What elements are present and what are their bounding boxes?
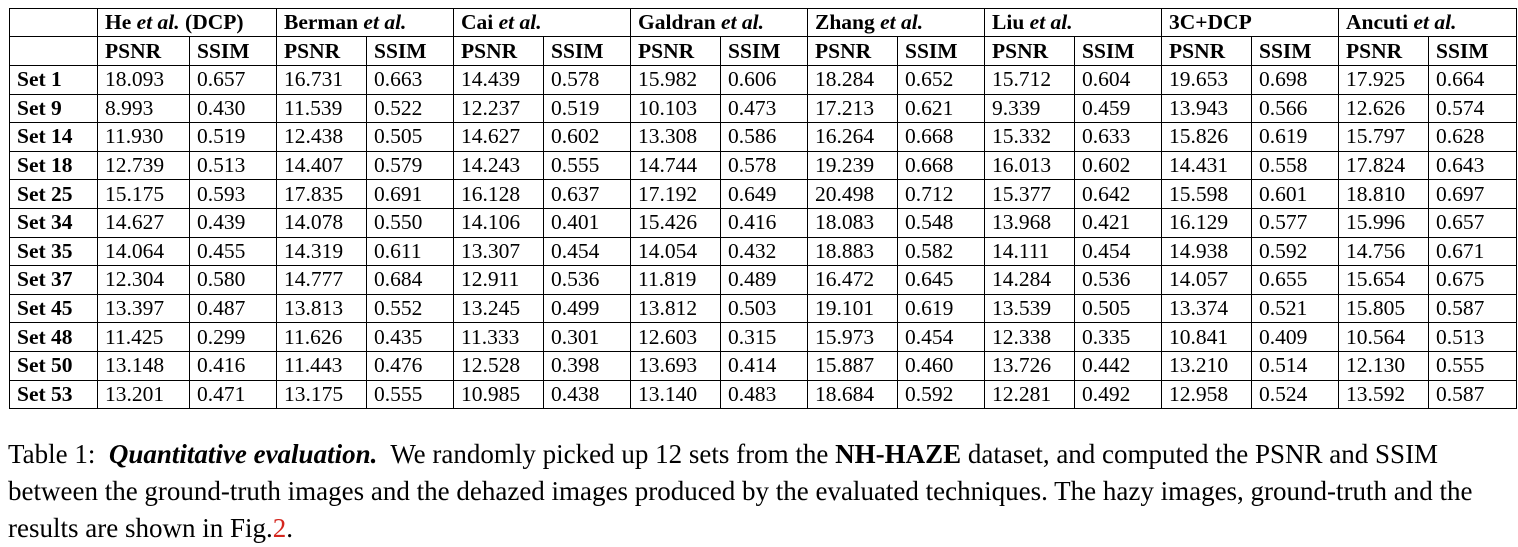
- figure-reference-link[interactable]: 2: [272, 513, 287, 543]
- ssim-cell: 0.566: [1252, 94, 1339, 123]
- psnr-cell: 13.307: [454, 237, 544, 266]
- ssim-cell: 0.606: [721, 66, 808, 95]
- ssim-cell: 0.657: [190, 66, 277, 95]
- corner-cell: [10, 9, 98, 37]
- psnr-cell: 14.284: [985, 266, 1075, 295]
- ssim-cell: 0.514: [1252, 351, 1339, 380]
- ssim-cell: 0.459: [1075, 94, 1162, 123]
- psnr-cell: 10.564: [1339, 323, 1429, 352]
- ssim-cell: 0.579: [367, 151, 454, 180]
- psnr-cell: 13.943: [1162, 94, 1252, 123]
- table-row: [10, 237, 1517, 266]
- metric-header: SSIM: [898, 37, 985, 66]
- caption-text-a: We randomly picked up 12 sets from the: [390, 439, 829, 469]
- set-label: Set 34: [10, 208, 98, 237]
- psnr-cell: 10.985: [454, 380, 544, 409]
- psnr-cell: 15.973: [808, 323, 898, 352]
- metric-header: PSNR: [277, 37, 367, 66]
- psnr-cell: 13.148: [98, 351, 190, 380]
- ssim-cell: 0.454: [544, 237, 631, 266]
- ssim-cell: 0.416: [721, 208, 808, 237]
- psnr-cell: 12.958: [1162, 380, 1252, 409]
- ssim-cell: 0.668: [898, 151, 985, 180]
- psnr-cell: 13.397: [98, 294, 190, 323]
- ssim-cell: 0.301: [544, 323, 631, 352]
- ssim-cell: 0.604: [1075, 66, 1162, 95]
- ssim-cell: 0.592: [1252, 237, 1339, 266]
- psnr-cell: 16.129: [1162, 208, 1252, 237]
- ssim-cell: 0.712: [898, 180, 985, 209]
- psnr-cell: 17.835: [277, 180, 367, 209]
- corner-cell-lower: [10, 37, 98, 66]
- method-header: [808, 9, 985, 37]
- set-label: Set 48: [10, 323, 98, 352]
- ssim-cell: 0.619: [1252, 123, 1339, 152]
- ssim-cell: 0.621: [898, 94, 985, 123]
- ssim-cell: 0.550: [367, 208, 454, 237]
- table-caption: [8, 436, 1514, 547]
- ssim-cell: 0.521: [1252, 294, 1339, 323]
- ssim-cell: 0.335: [1075, 323, 1162, 352]
- psnr-cell: 10.841: [1162, 323, 1252, 352]
- psnr-cell: 13.726: [985, 351, 1075, 380]
- psnr-cell: 12.626: [1339, 94, 1429, 123]
- ssim-cell: 0.577: [1252, 208, 1339, 237]
- ssim-cell: 0.580: [190, 266, 277, 295]
- ssim-cell: 0.578: [544, 66, 631, 95]
- table-row: [10, 151, 1517, 180]
- ssim-cell: 0.602: [1075, 151, 1162, 180]
- psnr-cell: 13.693: [631, 351, 721, 380]
- ssim-cell: 0.524: [1252, 380, 1339, 409]
- method-name: Cai: [461, 10, 494, 34]
- set-label: Set 14: [10, 123, 98, 152]
- method-name: Ancuti: [1346, 10, 1409, 34]
- psnr-cell: 17.824: [1339, 151, 1429, 180]
- results-table-container: [9, 8, 1517, 409]
- psnr-cell: 15.377: [985, 180, 1075, 209]
- metric-header: SSIM: [1429, 37, 1517, 66]
- psnr-cell: 14.938: [1162, 237, 1252, 266]
- method-header: [631, 9, 808, 37]
- psnr-cell: 13.592: [1339, 380, 1429, 409]
- psnr-cell: 15.654: [1339, 266, 1429, 295]
- metric-header: PSNR: [631, 37, 721, 66]
- caption-title: Quantitative evaluation.: [108, 439, 378, 469]
- ssim-cell: 0.435: [367, 323, 454, 352]
- ssim-cell: 0.471: [190, 380, 277, 409]
- table-row: [10, 323, 1517, 352]
- ssim-cell: 0.558: [1252, 151, 1339, 180]
- psnr-cell: 18.284: [808, 66, 898, 95]
- psnr-cell: 16.472: [808, 266, 898, 295]
- table-row: [10, 294, 1517, 323]
- method-etal: et al.: [498, 10, 542, 34]
- psnr-cell: 12.528: [454, 351, 544, 380]
- set-label: Set 35: [10, 237, 98, 266]
- metric-header: PSNR: [985, 37, 1075, 66]
- psnr-cell: 13.813: [277, 294, 367, 323]
- ssim-cell: 0.643: [1429, 151, 1517, 180]
- ssim-cell: 0.409: [1252, 323, 1339, 352]
- psnr-cell: 14.057: [1162, 266, 1252, 295]
- table-row: [10, 66, 1517, 95]
- ssim-cell: 0.401: [544, 208, 631, 237]
- ssim-cell: 0.668: [898, 123, 985, 152]
- psnr-cell: 14.111: [985, 237, 1075, 266]
- psnr-cell: 12.911: [454, 266, 544, 295]
- ssim-cell: 0.657: [1429, 208, 1517, 237]
- psnr-cell: 18.883: [808, 237, 898, 266]
- ssim-cell: 0.555: [544, 151, 631, 180]
- psnr-cell: 12.438: [277, 123, 367, 152]
- ssim-cell: 0.505: [1075, 294, 1162, 323]
- ssim-cell: 0.587: [1429, 294, 1517, 323]
- ssim-cell: 0.587: [1429, 380, 1517, 409]
- ssim-cell: 0.499: [544, 294, 631, 323]
- ssim-cell: 0.552: [367, 294, 454, 323]
- ssim-cell: 0.664: [1429, 66, 1517, 95]
- method-name: Liu: [992, 10, 1025, 34]
- ssim-cell: 0.691: [367, 180, 454, 209]
- metric-header: SSIM: [1075, 37, 1162, 66]
- ssim-cell: 0.675: [1429, 266, 1517, 295]
- caption-text-b: dataset, and computed the PSNR and SSIM between the ground-truth images and the dehazed images produced by the evaluated techniques. The hazy images, ground-truth and the results are shown in Fig.: [8, 439, 1473, 543]
- psnr-cell: 15.332: [985, 123, 1075, 152]
- psnr-cell: 15.426: [631, 208, 721, 237]
- metric-header: PSNR: [1162, 37, 1252, 66]
- psnr-cell: 11.626: [277, 323, 367, 352]
- ssim-cell: 0.698: [1252, 66, 1339, 95]
- ssim-cell: 0.503: [721, 294, 808, 323]
- psnr-cell: 11.333: [454, 323, 544, 352]
- ssim-cell: 0.628: [1429, 123, 1517, 152]
- psnr-cell: 20.498: [808, 180, 898, 209]
- psnr-cell: 16.731: [277, 66, 367, 95]
- psnr-cell: 14.431: [1162, 151, 1252, 180]
- metric-header: SSIM: [721, 37, 808, 66]
- method-header: [277, 9, 454, 37]
- psnr-cell: 18.083: [808, 208, 898, 237]
- method-etal: et al.: [1029, 10, 1073, 34]
- psnr-cell: 12.304: [98, 266, 190, 295]
- psnr-cell: 15.598: [1162, 180, 1252, 209]
- metric-header: PSNR: [1339, 37, 1429, 66]
- ssim-cell: 0.299: [190, 323, 277, 352]
- metric-header-row: [10, 37, 1517, 66]
- ssim-cell: 0.505: [367, 123, 454, 152]
- psnr-cell: 14.064: [98, 237, 190, 266]
- ssim-cell: 0.652: [898, 66, 985, 95]
- table-row: [10, 94, 1517, 123]
- caption-end: .: [286, 513, 293, 543]
- psnr-cell: 14.756: [1339, 237, 1429, 266]
- ssim-cell: 0.536: [544, 266, 631, 295]
- ssim-cell: 0.574: [1429, 94, 1517, 123]
- psnr-cell: 14.744: [631, 151, 721, 180]
- ssim-cell: 0.697: [1429, 180, 1517, 209]
- psnr-cell: 12.130: [1339, 351, 1429, 380]
- ssim-cell: 0.555: [367, 380, 454, 409]
- set-label: Set 18: [10, 151, 98, 180]
- ssim-cell: 0.593: [190, 180, 277, 209]
- ssim-cell: 0.455: [190, 237, 277, 266]
- psnr-cell: 11.539: [277, 94, 367, 123]
- psnr-cell: 8.993: [98, 94, 190, 123]
- ssim-cell: 0.414: [721, 351, 808, 380]
- set-label: Set 1: [10, 66, 98, 95]
- psnr-cell: 15.797: [1339, 123, 1429, 152]
- method-name: He: [105, 10, 132, 34]
- psnr-cell: 13.539: [985, 294, 1075, 323]
- table-row: [10, 123, 1517, 152]
- ssim-cell: 0.645: [898, 266, 985, 295]
- table-row: [10, 380, 1517, 409]
- ssim-cell: 0.601: [1252, 180, 1339, 209]
- ssim-cell: 0.473: [721, 94, 808, 123]
- psnr-cell: 15.887: [808, 351, 898, 380]
- ssim-cell: 0.619: [898, 294, 985, 323]
- psnr-cell: 19.101: [808, 294, 898, 323]
- method-etal: et al.: [721, 10, 765, 34]
- set-label: Set 25: [10, 180, 98, 209]
- dataset-name: NH-HAZE: [835, 439, 962, 469]
- ssim-cell: 0.454: [1075, 237, 1162, 266]
- psnr-cell: 17.213: [808, 94, 898, 123]
- psnr-cell: 18.810: [1339, 180, 1429, 209]
- psnr-cell: 14.777: [277, 266, 367, 295]
- psnr-cell: 18.093: [98, 66, 190, 95]
- psnr-cell: 14.243: [454, 151, 544, 180]
- ssim-cell: 0.655: [1252, 266, 1339, 295]
- table-body: [10, 66, 1517, 409]
- ssim-cell: 0.671: [1429, 237, 1517, 266]
- psnr-cell: 19.653: [1162, 66, 1252, 95]
- psnr-cell: 15.826: [1162, 123, 1252, 152]
- quantitative-results-table: [9, 8, 1517, 409]
- ssim-cell: 0.536: [1075, 266, 1162, 295]
- ssim-cell: 0.315: [721, 323, 808, 352]
- method-suffix: (DCP): [185, 10, 244, 34]
- method-header: [98, 9, 277, 37]
- psnr-cell: 16.264: [808, 123, 898, 152]
- metric-header: SSIM: [1252, 37, 1339, 66]
- metric-header: SSIM: [544, 37, 631, 66]
- metric-header: PSNR: [808, 37, 898, 66]
- ssim-cell: 0.637: [544, 180, 631, 209]
- psnr-cell: 13.175: [277, 380, 367, 409]
- set-label: Set 53: [10, 380, 98, 409]
- ssim-cell: 0.522: [367, 94, 454, 123]
- method-header: [454, 9, 631, 37]
- ssim-cell: 0.633: [1075, 123, 1162, 152]
- method-name: Galdran: [638, 10, 716, 34]
- psnr-cell: 14.627: [98, 208, 190, 237]
- psnr-cell: 15.996: [1339, 208, 1429, 237]
- ssim-cell: 0.578: [721, 151, 808, 180]
- psnr-cell: 14.439: [454, 66, 544, 95]
- method-header: [1162, 9, 1339, 37]
- method-name: Zhang: [815, 10, 875, 34]
- ssim-cell: 0.492: [1075, 380, 1162, 409]
- method-etal: et al.: [1413, 10, 1457, 34]
- psnr-cell: 12.237: [454, 94, 544, 123]
- psnr-cell: 11.425: [98, 323, 190, 352]
- psnr-cell: 12.603: [631, 323, 721, 352]
- psnr-cell: 14.054: [631, 237, 721, 266]
- ssim-cell: 0.663: [367, 66, 454, 95]
- method-name: Berman: [284, 10, 359, 34]
- table-row: [10, 208, 1517, 237]
- ssim-cell: 0.421: [1075, 208, 1162, 237]
- psnr-cell: 15.175: [98, 180, 190, 209]
- ssim-cell: 0.513: [1429, 323, 1517, 352]
- ssim-cell: 0.476: [367, 351, 454, 380]
- ssim-cell: 0.430: [190, 94, 277, 123]
- set-label: Set 37: [10, 266, 98, 295]
- psnr-cell: 15.982: [631, 66, 721, 95]
- metric-header: PSNR: [98, 37, 190, 66]
- ssim-cell: 0.642: [1075, 180, 1162, 209]
- metric-header: PSNR: [454, 37, 544, 66]
- ssim-cell: 0.586: [721, 123, 808, 152]
- method-etal: et al.: [363, 10, 407, 34]
- psnr-cell: 11.443: [277, 351, 367, 380]
- psnr-cell: 14.407: [277, 151, 367, 180]
- method-etal: et al.: [136, 10, 180, 34]
- psnr-cell: 11.930: [98, 123, 190, 152]
- psnr-cell: 10.103: [631, 94, 721, 123]
- ssim-cell: 0.460: [898, 351, 985, 380]
- psnr-cell: 13.140: [631, 380, 721, 409]
- metric-header: SSIM: [367, 37, 454, 66]
- psnr-cell: 12.739: [98, 151, 190, 180]
- method-etal: et al.: [880, 10, 924, 34]
- ssim-cell: 0.684: [367, 266, 454, 295]
- psnr-cell: 13.245: [454, 294, 544, 323]
- set-label: Set 50: [10, 351, 98, 380]
- ssim-cell: 0.398: [544, 351, 631, 380]
- psnr-cell: 14.627: [454, 123, 544, 152]
- table-row: [10, 180, 1517, 209]
- ssim-cell: 0.454: [898, 323, 985, 352]
- ssim-cell: 0.548: [898, 208, 985, 237]
- ssim-cell: 0.483: [721, 380, 808, 409]
- metric-header: SSIM: [190, 37, 277, 66]
- set-label: Set 9: [10, 94, 98, 123]
- table-row: [10, 266, 1517, 295]
- ssim-cell: 0.519: [190, 123, 277, 152]
- psnr-cell: 12.281: [985, 380, 1075, 409]
- psnr-cell: 18.684: [808, 380, 898, 409]
- ssim-cell: 0.513: [190, 151, 277, 180]
- ssim-cell: 0.416: [190, 351, 277, 380]
- ssim-cell: 0.602: [544, 123, 631, 152]
- method-header-row: [10, 9, 1517, 37]
- psnr-cell: 14.319: [277, 237, 367, 266]
- psnr-cell: 12.338: [985, 323, 1075, 352]
- psnr-cell: 13.374: [1162, 294, 1252, 323]
- psnr-cell: 11.819: [631, 266, 721, 295]
- psnr-cell: 17.192: [631, 180, 721, 209]
- method-header: [1339, 9, 1517, 37]
- psnr-cell: 14.078: [277, 208, 367, 237]
- psnr-cell: 13.968: [985, 208, 1075, 237]
- caption-prefix: Table 1:: [8, 439, 96, 469]
- ssim-cell: 0.582: [898, 237, 985, 266]
- ssim-cell: 0.555: [1429, 351, 1517, 380]
- psnr-cell: 13.201: [98, 380, 190, 409]
- ssim-cell: 0.438: [544, 380, 631, 409]
- psnr-cell: 14.106: [454, 208, 544, 237]
- ssim-cell: 0.487: [190, 294, 277, 323]
- psnr-cell: 15.805: [1339, 294, 1429, 323]
- ssim-cell: 0.439: [190, 208, 277, 237]
- ssim-cell: 0.519: [544, 94, 631, 123]
- table-row: [10, 351, 1517, 380]
- ssim-cell: 0.592: [898, 380, 985, 409]
- method-header: [985, 9, 1162, 37]
- ssim-cell: 0.611: [367, 237, 454, 266]
- method-name: 3C+DCP: [1169, 10, 1252, 34]
- ssim-cell: 0.649: [721, 180, 808, 209]
- ssim-cell: 0.432: [721, 237, 808, 266]
- psnr-cell: 16.013: [985, 151, 1075, 180]
- ssim-cell: 0.442: [1075, 351, 1162, 380]
- psnr-cell: 13.210: [1162, 351, 1252, 380]
- psnr-cell: 19.239: [808, 151, 898, 180]
- psnr-cell: 17.925: [1339, 66, 1429, 95]
- psnr-cell: 13.812: [631, 294, 721, 323]
- psnr-cell: 15.712: [985, 66, 1075, 95]
- psnr-cell: 9.339: [985, 94, 1075, 123]
- ssim-cell: 0.489: [721, 266, 808, 295]
- set-label: Set 45: [10, 294, 98, 323]
- psnr-cell: 16.128: [454, 180, 544, 209]
- psnr-cell: 13.308: [631, 123, 721, 152]
